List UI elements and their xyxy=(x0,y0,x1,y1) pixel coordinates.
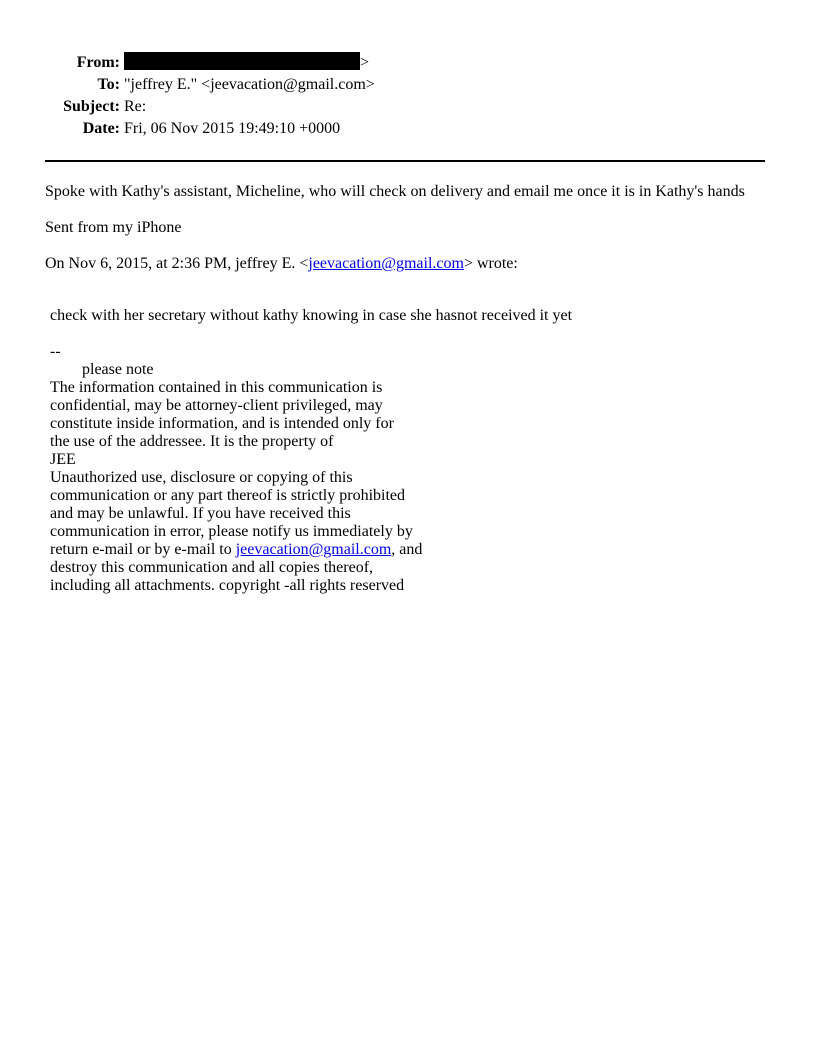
quoted-message: check with her secretary without kathy knowing in case she hasnot received it yet xyxy=(50,307,573,324)
to-label: To: xyxy=(97,76,120,93)
return-line-suffix: , and xyxy=(391,541,423,558)
subject-value: Re: xyxy=(124,98,147,115)
subject-row xyxy=(0,96,816,118)
from-value xyxy=(124,52,369,74)
disclaimer-line: The information contained in this communication is xyxy=(50,379,383,396)
disclaimer-line: and may be unlawful. If you have received this xyxy=(50,505,351,522)
quote-intro-suffix: > wrote: xyxy=(463,255,518,272)
signature-text: Sent from my iPhone xyxy=(45,219,182,236)
header-divider xyxy=(45,160,765,162)
to-row xyxy=(0,74,816,96)
redaction-box xyxy=(124,52,360,70)
note-title: please note xyxy=(82,361,154,378)
date-value: Fri, 06 Nov 2015 19:49:10 +0000 xyxy=(124,120,341,137)
quote-intro xyxy=(45,255,518,273)
disclaimer-line: constitute inside information, and is intended only for xyxy=(50,415,394,432)
date-row xyxy=(0,118,816,140)
disclaimer-line: JEE xyxy=(50,451,76,468)
closing-line: destroy this communication and all copies thereof, xyxy=(50,559,374,576)
from-label: From: xyxy=(76,54,120,71)
quote-intro-prefix: On Nov 6, 2015, at 2:36 PM, jeffrey E. < xyxy=(45,255,309,272)
separator: -- xyxy=(50,343,61,360)
from-suffix: > xyxy=(360,54,370,71)
return-email-link[interactable]: jeevacation@gmail.com xyxy=(235,541,392,558)
to-value: "jeffrey E." <jeevacation@gmail.com> xyxy=(124,76,375,93)
disclaimer-line: communication or any part thereof is strictly prohibited xyxy=(50,487,406,504)
subject-label: Subject: xyxy=(63,98,120,115)
return-line xyxy=(50,541,470,559)
quote-intro-email-link[interactable]: jeevacation@gmail.com xyxy=(308,255,464,272)
email-header xyxy=(0,52,816,140)
disclaimer-block xyxy=(50,343,470,595)
from-row xyxy=(0,52,816,74)
disclaimer-line: communication in error, please notify us immediately by xyxy=(50,523,413,540)
date-label: Date: xyxy=(82,120,120,137)
message-text: Spoke with Kathy's assistant, Micheline, who will check on delivery and email me once it is in Kathy's hands xyxy=(45,183,745,200)
closing-line: including all attachments. copyright -all rights reserved xyxy=(50,577,405,594)
disclaimer-line: confidential, may be attorney-client privileged, may xyxy=(50,397,383,414)
disclaimer-line: Unauthorized use, disclosure or copying of this xyxy=(50,469,353,486)
disclaimer-line: the use of the addressee. It is the property of xyxy=(50,433,334,450)
return-line-prefix: return e-mail or by e-mail to xyxy=(50,541,236,558)
